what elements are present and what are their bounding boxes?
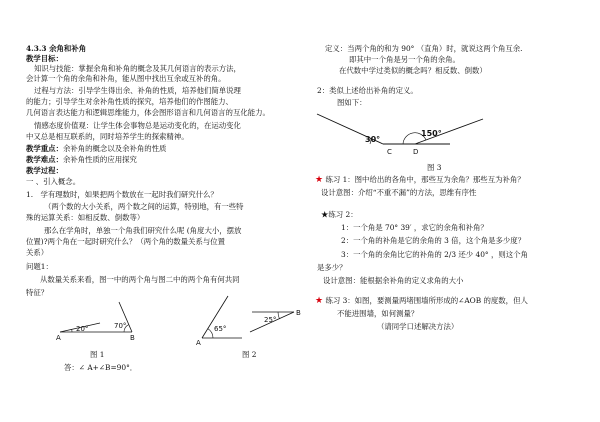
fig1-angle-a: 20° — [76, 325, 89, 333]
exercise-1 — [315, 175, 525, 185]
question-1-line: 关系） — [26, 248, 49, 257]
key-point — [26, 144, 166, 153]
fig1-angle-b: 70° — [114, 322, 127, 330]
exercise-1-design: 设计意图：介绍“不重不漏”的方法，思维有序性 — [321, 188, 477, 197]
definition-line: 在代数中学过类似的概念吗？相反数、倒数） — [339, 66, 487, 75]
figure-3 — [315, 106, 495, 156]
question-1-line: 那么在学角时，单独一个角我们研究什么呢 (角度大小，摆放 — [44, 226, 242, 235]
difficulty-text: 余补角性质的应用探究 — [62, 155, 137, 164]
question-1-line: 位置)?两个角在一起时研究什么？（两个角的数量关系与位置 — [26, 237, 226, 246]
question-1-line: 殊的运算关系：如相反数、倒数等） — [26, 213, 145, 222]
exercise-3-line: 不能进围墙，如何测量？ — [337, 309, 419, 318]
figure-1-caption: 图 1 — [90, 350, 105, 359]
problem-1-line: 特征？ — [26, 288, 49, 297]
definition-line: 即其中一个角是另一个角的余角。 — [349, 55, 460, 64]
exercise-2-line: 1：一个角是 70° 39′ ，求它的余角和补角？ — [341, 223, 488, 232]
exercise-3-note: （请同学口述解决方法） — [377, 322, 459, 331]
fig3-angle-d: 150° — [421, 129, 442, 138]
exercise-2-design: 设计意图：能根据余补角的定义求角的大小 — [323, 276, 464, 285]
star-icon: ★ — [315, 296, 324, 306]
question-1: 1. 学有理数时，如果把两个数放在一起时我们研究什么？ — [26, 190, 218, 199]
question-1-line: （两个数的大小关系，两个数之间的运算，特别地，有一些特 — [44, 202, 244, 211]
goals-line: 会计算一个角的余角和补角，能从图中找出互余或互补的角。 — [26, 74, 226, 83]
fig2-label-a: A — [196, 339, 201, 347]
goals-line: 中又总是相互联系的，同时培养学生的探索精神。 — [26, 132, 189, 141]
goals-line: 过程与方法：引导学生得出余、补角的性质，培养他们简单说理 — [34, 86, 241, 95]
exercise-1-text: 练习 1：图中给出的各角中，那些互为余角？那些互为补角？ — [325, 175, 525, 184]
fig1-label-a: A — [56, 334, 61, 342]
fig3-angle-c: 30° — [365, 135, 381, 144]
star-icon: ★ — [315, 175, 324, 185]
definition-line: 定义：当两个角的和为 90° （直角）时，就说这两个角互余. — [325, 44, 523, 53]
figure-2-caption: 图 2 — [242, 350, 257, 359]
figure-1 — [20, 300, 150, 345]
goals-line: 知识与技能：掌握余角和补角的概念及其几何语言的表示方法， — [34, 64, 241, 73]
fig2-angle-b: 25° — [264, 316, 277, 324]
fig3-label-d: D — [413, 148, 419, 156]
section-heading: 4.3.3 余角和补角 — [26, 44, 87, 53]
exercise-3-text: 练习 3：如图，要测量两堵围墙所形成的∠AOB 的度数，但人 — [325, 296, 528, 305]
exercise-2-line: 3：一个角的余角比它的补角的 2/3 还少 40° ，则这个角 — [341, 250, 528, 259]
key-text: 余补角的概念以及余补角的性质 — [62, 144, 167, 153]
difficulty-label: 教学难点： — [26, 155, 63, 164]
exercise-3 — [315, 296, 528, 306]
key-label: 教学重点： — [26, 144, 63, 153]
figure-prompt: 图如下： — [337, 98, 367, 107]
difficulty-point — [26, 155, 137, 164]
answer-text: 答：∠ A+∠B=90°． — [64, 363, 138, 372]
fig2-angle-a: 65° — [214, 325, 227, 333]
exercise-2-label: ★练习 2： — [321, 210, 358, 219]
fig2-arc-b — [278, 312, 279, 319]
goals-line: 的能力；引导学生对余补角性质的探究，培养他们的作图能力、 — [26, 97, 233, 106]
exercise-2-line: 是多少？ — [317, 263, 347, 272]
exercise-2-line: 2：一个角的补角是它的余角的 3 倍，这个角是多少度？ — [341, 236, 526, 245]
goals-title: 教学目标： — [26, 54, 63, 63]
fig1-label-b: B — [130, 334, 135, 342]
problem-1-line: 从数量关系来看，图一中的两个角与图二中的两个角有何共同 — [40, 275, 240, 284]
fig2-arc-a — [208, 329, 213, 338]
fig3-label-c: C — [387, 148, 392, 156]
figure-3-caption: 图 3 — [427, 163, 442, 172]
fig2-label-b: B — [296, 309, 301, 317]
process-title: 教学过程： — [26, 166, 63, 175]
goals-line: 几何语言表达能力和逻辑思维能力，体会图形语言和几何语言的互化能力。 — [26, 108, 270, 117]
goals-line: 情感态度价值观：让学生体会事物总是运动变化的，在运动变化 — [34, 121, 241, 130]
problem-1-label: 问题1： — [26, 262, 53, 271]
figure-2 — [170, 294, 310, 349]
item-2: 2：类似上述给出补角的定义。 — [317, 86, 418, 95]
step-1: 一 、引入概念。 — [26, 177, 81, 186]
